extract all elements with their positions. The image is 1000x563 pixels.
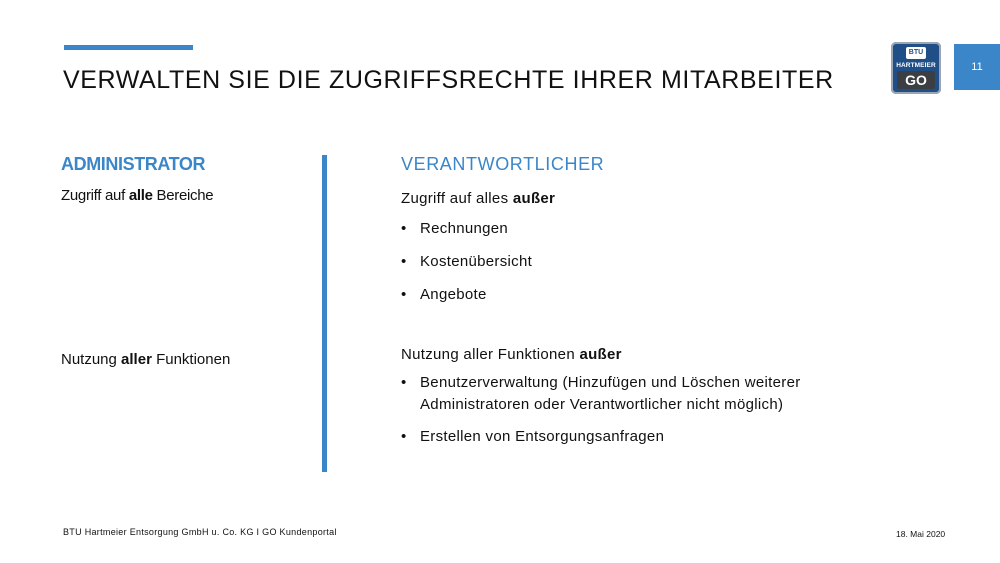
usage-text-pre: Nutzung aller Funktionen (401, 346, 580, 363)
btu-badge: BTU (905, 46, 927, 60)
access-exception-list (401, 218, 981, 306)
list-item-label: Rechnungen (420, 220, 509, 237)
usage-exception-list (401, 372, 981, 448)
list-item (401, 218, 981, 240)
page-title: VERWALTEN SIE DIE ZUGRIFFSRECHTE IHRER MITARBEITER (63, 66, 834, 94)
bullet-icon: • (401, 220, 407, 237)
bullet-icon: • (401, 253, 407, 270)
logo-brand-text: HARTMEIER (896, 62, 936, 69)
list-item-label: Kostenübersicht (420, 253, 533, 270)
usage-text-bold: außer (579, 346, 622, 363)
list-item-label: Erstellen von Entsorgungsanfragen (420, 428, 665, 445)
title-accent-bar (64, 45, 193, 50)
bullet-icon: • (401, 428, 407, 445)
verantwortlicher-usage-text (401, 346, 981, 363)
verantwortlicher-column (401, 154, 981, 448)
administrator-column (61, 154, 311, 368)
verantwortlicher-heading: VERANTWORTLICHER (401, 154, 605, 174)
column-divider (322, 155, 327, 472)
list-item (401, 284, 981, 306)
logo-go-text: GO (897, 71, 935, 89)
access-text-bold: außer (512, 190, 556, 207)
access-text-pre: Zugriff auf alles (401, 190, 513, 207)
administrator-usage-text (61, 351, 230, 368)
list-item (401, 372, 981, 416)
bullet-icon: • (401, 374, 407, 391)
usage-text-post: Funktionen (151, 351, 231, 368)
hartmeier-go-logo (891, 42, 941, 94)
usage-text-pre: Nutzung (61, 351, 122, 368)
list-item (401, 251, 981, 273)
page-number: 11 (971, 61, 983, 73)
list-item-label: Angebote (420, 286, 487, 303)
footer-company: BTU Hartmeier Entsorgung GmbH u. Co. KG I GO Kundenportal (63, 527, 337, 537)
page-number-box (954, 44, 1000, 90)
access-text-post: Bereiche (152, 187, 214, 204)
verantwortlicher-access-text (401, 190, 981, 207)
bullet-icon: • (401, 286, 407, 303)
list-item-label: Benutzerverwaltung (Hinzufügen und Löschen weiterer (420, 374, 801, 391)
usage-text-bold: aller (121, 351, 152, 368)
administrator-access-text (61, 187, 311, 204)
access-text-bold: alle (128, 187, 153, 204)
administrator-heading: ADMINISTRATOR (61, 154, 206, 174)
footer-date: 18. Mai 2020 (896, 529, 946, 539)
list-item-label-continued: Administratoren oder Verantwortlicher nicht möglich) (420, 396, 784, 413)
access-text-pre: Zugriff auf (61, 187, 129, 204)
list-item (401, 426, 981, 448)
